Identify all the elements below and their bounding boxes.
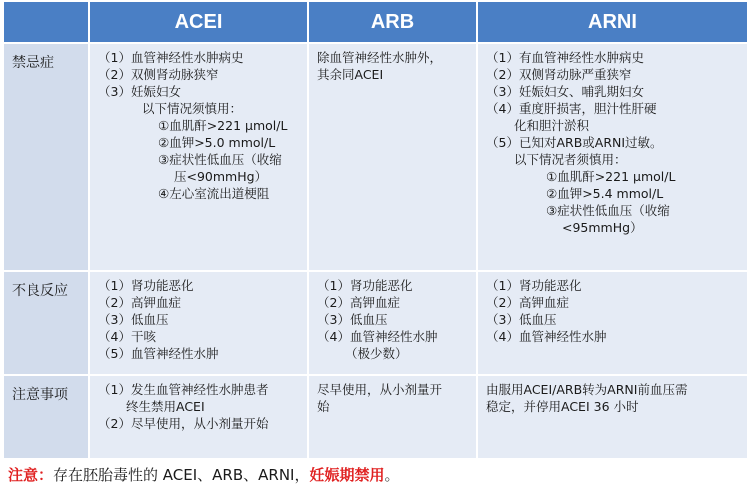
text-line: ③症状性低血压（收缩: [158, 152, 282, 167]
text-line: 其余同ACEI: [317, 67, 384, 82]
text-line: （2）高钾血症: [317, 295, 400, 310]
text-line: （2）双侧肾动脉严重狭窄: [486, 67, 632, 82]
text-line: （3）低血压: [317, 312, 388, 327]
text-line: 压<90mmHg）: [174, 169, 268, 184]
text-line: （3）妊娠妇女、哺乳期妇女: [486, 84, 644, 99]
cell-adverse-acei: [90, 272, 309, 376]
text-line: （5）已知对ARB或ARNI过敏。: [486, 135, 663, 150]
text-line: （4）血管神经性水肿: [317, 329, 438, 344]
text-line: （5）血管神经性水肿: [98, 346, 219, 361]
cell-cautions-acei: [90, 376, 309, 458]
text-line: ④左心室流出道梗阻: [158, 186, 270, 201]
header-acei: ACEI: [90, 2, 309, 44]
text-line: 尽早使用，从小剂量开: [317, 382, 443, 397]
text-line: 化和胆汁淤积: [514, 118, 590, 133]
text-line: （3）妊娠妇女: [98, 84, 181, 99]
cell-cautions-arni: [478, 376, 747, 458]
header-arb: ARB: [309, 2, 478, 44]
row-label-cautions: 注意事项: [4, 376, 90, 458]
footnote-text: 存在胚胎毒性的 ACEI、ARB、ARNI，: [53, 466, 310, 484]
row-label-contraindications: 禁忌症: [4, 44, 90, 272]
text-line: （3）低血压: [98, 312, 169, 327]
cell-contra-acei: [90, 44, 309, 272]
text-line: 终生禁用ACEI: [126, 399, 205, 414]
cell-adverse-arni: [478, 272, 747, 376]
text-line: 以下情况须慎用：: [142, 101, 243, 116]
text-line: （1）肾功能恶化: [317, 278, 413, 293]
header-corner: [4, 2, 90, 44]
text-line: ②血钾>5.0 mmol/L: [158, 135, 276, 150]
text-line: <95mmHg）: [562, 220, 643, 235]
footnote-emphasis: 妊娠期禁用: [309, 466, 385, 484]
text-line: （1）肾功能恶化: [98, 278, 194, 293]
text-line: （2）高钾血症: [486, 295, 569, 310]
text-line: （1）血管神经性水肿病史: [98, 50, 244, 65]
text-line: ①血肌酐>221 μmol/L: [158, 118, 288, 133]
text-line: （4）血管神经性水肿: [486, 329, 607, 344]
text-line: （1）发生血管神经性水肿患者: [98, 382, 269, 397]
footnote-label: 注意：: [8, 466, 54, 484]
text-line: 始: [317, 399, 330, 414]
header-arni: ARNI: [478, 2, 747, 44]
text-line: 以下情况者须慎用：: [514, 152, 627, 167]
text-line: ②血钾>5.4 mmol/L: [546, 186, 664, 201]
text-line: （2）尽早使用，从小剂量开始: [98, 416, 269, 431]
footnote: [8, 464, 400, 485]
row-label-adverse: 不良反应: [4, 272, 90, 376]
text-line: （1）肾功能恶化: [486, 278, 582, 293]
text-line: 由服用ACEI/ARB转为ARNI前血压需: [486, 382, 688, 397]
text-line: ①血肌酐>221 μmol/L: [546, 169, 676, 184]
cell-cautions-arb: [309, 376, 478, 458]
text-line: （2）双侧肾动脉狭窄: [98, 67, 219, 82]
cell-contra-arni: [478, 44, 747, 272]
text-line: （极少数）: [345, 346, 408, 361]
text-line: （3）低血压: [486, 312, 557, 327]
text-line: （4）重度肝损害，胆汁性肝硬: [486, 101, 657, 116]
cell-adverse-arb: [309, 272, 478, 376]
text-line: （4）干咳: [98, 329, 156, 344]
text-line: （1）有血管神经性水肿病史: [486, 50, 644, 65]
cell-contra-arb: [309, 44, 478, 272]
text-line: （2）高钾血症: [98, 295, 181, 310]
comparison-table: [4, 2, 747, 458]
footnote-end: 。: [384, 466, 400, 484]
text-line: 除血管神经性水肿外，: [317, 50, 443, 65]
text-line: ③症状性低血压（收缩: [546, 203, 670, 218]
text-line: 稳定，并停用ACEI 36 小时: [486, 399, 639, 414]
